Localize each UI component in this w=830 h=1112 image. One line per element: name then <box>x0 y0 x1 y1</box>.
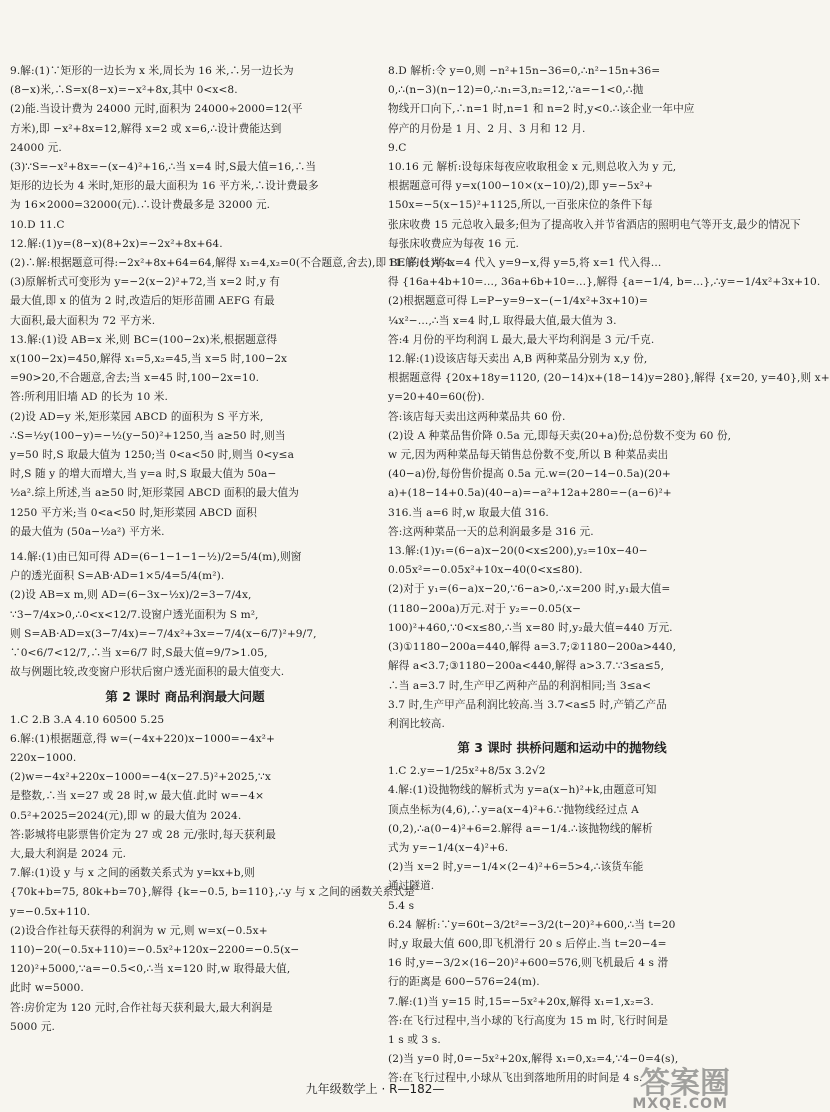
answer-line: 通过隧道. <box>388 880 435 893</box>
answer-line: 316.当 a=6 时,w 取最大值 316. <box>388 506 549 519</box>
answer-line: (2)设 AB=x m,则 AD=(6−3x−½x)/2=3−7/4x, <box>10 589 252 602</box>
answer-line: ∴当 a=3.7 时,生产甲乙两种产品的利润相同;当 3≤a< <box>388 679 652 692</box>
watermark-logo: 答案圈 <box>640 1066 730 1101</box>
answer-line: 答:影城将电影票售价定为 27 或 28 元/张时,每天获利最 <box>10 828 276 841</box>
answer-line: y=20+40=60(份). <box>388 391 485 404</box>
answer-line: 10.D 11.C <box>10 218 65 231</box>
answer-line: 5000 元. <box>10 1020 55 1033</box>
answer-line: 答:4 月份的平均利润 L 最大,最大平均利润是 3 元/千克. <box>388 333 655 346</box>
answer-line: (3)原解析式可变形为 y=−2(x−2)²+72,当 x=2 时,y 有 <box>10 276 280 289</box>
answer-line: 12.解:(1)y=(8−x)(8+2x)=−2x²+8x+64. <box>10 237 223 250</box>
watermark-url: MXQE.COM <box>632 1096 728 1112</box>
answer-line: 16 时,y=−3/2×(16−20)²+600=576,则飞机最后 4 s 滑 <box>388 957 669 970</box>
answer-line: 答:该店每天卖出这两种菜品共 60 份. <box>388 410 566 423</box>
answer-line: 1250 平方米;当 0<a<50 时,矩形菜园 ABCD 面积 <box>10 506 257 519</box>
answer-line: w 元,因为两种菜品每天销售总份数不变,所以 B 种菜品卖出 <box>388 449 669 462</box>
right-column <box>388 62 830 1089</box>
answer-line: 方米),即 −x²+8x=12,解得 x=2 或 x=6,∴设计费能达到 <box>10 122 282 135</box>
answer-line: 13.解:(1)y₁=(6−a)x−20(0<x≤200),y₂=10x−40− <box>388 545 648 558</box>
answer-line: 式为 y=−1/4(x−4)²+6. <box>388 841 509 854</box>
answer-line: 5.4 s <box>388 899 415 912</box>
answer-line: (2)设合作社每天获得的利润为 w 元,则 w=x(−0.5x+ <box>10 924 268 937</box>
answer-line: 大面积,最大面积为 72 平方米. <box>10 314 156 327</box>
answer-line: 每张床收费应为每夜 16 元. <box>388 237 520 250</box>
answer-line: y=−0.5x+110. <box>10 905 91 918</box>
answer-line: 最大值,即 x 的值为 2 时,改造后的矩形苗圃 AEFG 有最 <box>10 295 275 308</box>
answer-line: 是整数,∴当 x=27 或 28 时,w 最大值.此时 w=−4× <box>10 790 265 803</box>
right-answers-part1 <box>388 62 830 734</box>
section-title-lesson-2: 第 2 课时 商品利润最大问题 <box>105 688 265 704</box>
answer-line: 110)−20(−0.5x+110)=−0.5x²+120x−2200=−0.5(x− <box>10 943 300 956</box>
answer-line: 大,最大利润是 2024 元. <box>10 847 127 860</box>
answer-line: 6.24 解析:∵y=60t−3/2t²=−3/2(t−20)²+600,∴当 t=20 <box>388 918 676 931</box>
answer-line: 100)²+460,∵0<x≤80,∴当 x=80 时,y₂最大值=440 万元. <box>388 621 673 634</box>
answer-line: (2)设 A 种菜品售价降 0.5a 元,即每天卖(20+a)份;总份数不变为 60 份, <box>388 429 732 442</box>
answer-line: 停产的月份是 1 月、2 月、3 月和 12 月. <box>388 122 586 135</box>
answer-line: 3.7 时,生产甲产品利润比较高.当 3.7<a≤5 时,产销乙产品 <box>388 698 667 711</box>
answer-line: (2)根据题意可得 L=P−y=9−x−(−1/4x²+3x+10)= <box>388 295 648 308</box>
answer-line: (2)对于 y₁=(6−a)x−20,∵6−a>0,∴x=200 时,y₁最大值= <box>388 583 671 596</box>
answer-line: =90>20,不合题意,舍去;当 x=45 时,100−2x=10. <box>10 372 260 385</box>
answer-line: ∵3−7/4x>0,∴0<x<12/7.设窗户透光面积为 S m², <box>10 608 259 621</box>
answer-line: 7.解:(1)设 y 与 x 之间的函数关系式为 y=kx+b,则 <box>10 867 255 880</box>
page-footer: 九年级数学上 · R—182— <box>305 1082 445 1096</box>
answer-line: (2)设 AD=y 米,矩形菜园 ABCD 的面积为 S 平方米, <box>10 410 264 423</box>
answer-line: 120)²+5000,∵a=−0.5<0,∴当 x=120 时,w 取得最大值, <box>10 963 291 976</box>
answer-line: (2)能.当设计费为 24000 元时,面积为 24000÷2000=12(平 <box>10 103 303 116</box>
answer-line: (2)当 x=2 时,y=−1/4×(2−4)²+6=5>4,∴该货车能 <box>388 861 644 874</box>
answer-line: (0,2),∴a(0−4)²+6=2.解得 a=−1/4.∴该抛物线的解析 <box>388 822 653 835</box>
answer-line: (40−a)份,每份售价提高 0.5a 元.w=(20−14−0.5a)(20+ <box>388 468 671 481</box>
answer-line: 答:房价定为 120 元时,合作社每天获利最大,最大利润是 <box>10 1001 273 1014</box>
answer-line: 150x=−5(x−15)²+1125,所以,一百张床位的条件下每 <box>388 199 653 212</box>
answer-line: (3)∵S=−x²+8x=−(x−4)²+16,∴当 x=4 时,S最大值=16,∴当 <box>10 161 317 174</box>
answer-line: 1.C 2.B 3.A 4.10 60500 5.25 <box>10 713 165 726</box>
answer-line: (1180−200a)万元.对于 y₂=−0.05(x− <box>388 602 582 615</box>
answer-line: 矩形的边长为 4 米时,矩形的最大面积为 16 平方米,∴设计费最多 <box>10 180 319 193</box>
answer-line: 解得 a<3.7;③1180−200a<440,解得 a>3.7.∵3≤a≤5, <box>388 660 665 673</box>
answer-line: 根据题意得 {20x+18y=1120, (20−14)x+(18−14)y=280},解得 {x=20, y=40},则 x+ <box>388 372 830 385</box>
answer-line: 为 16×2000=32000(元).∴设计费最多是 32000 元. <box>10 199 271 212</box>
answer-line: 答:在飞行过程中,小球从飞出到落地所用的时间是 4 s. <box>388 1072 643 1085</box>
answer-line: ½a².综上所述,当 a≥50 时,矩形菜园 ABCD 面积的最大值为 <box>10 487 299 500</box>
answer-line: y=50 时,S 取最大值为 1250;当 0<a<50 时,则当 0<y≤a <box>10 449 294 462</box>
answer-line: 得 {16a+4b+10=…, 36a+6b+10=…},解得 {a=−1/4, b=…},∴y=−1/4x²+3x+10. <box>388 276 821 289</box>
answer-line: ∴S=½y(100−y)=−½(y−50)²+1250,当 a≥50 时,则当 <box>10 429 286 442</box>
answer-line: 答:所利用旧墙 AD 的长为 10 米. <box>10 391 168 404</box>
answer-line: {70k+b=75, 80k+b=70},解得 {k=−0.5, b=110},∴y 与 x 之间的函数关系式是 <box>10 886 415 899</box>
answer-line: 物线开口向下,∴n=1 时,n=1 和 n=2 时,y<0.∴该企业一年中应 <box>388 103 695 116</box>
answer-line: 8.D 解析:令 y=0,则 −n²+15n−36=0,∴n²−15n+36= <box>388 65 661 77</box>
answer-line: (8−x)米,∴S=x(8−x)=−x²+8x,其中 0<x<8. <box>10 84 238 97</box>
answer-line: 9.解:(1)∵矩形的一边长为 x 米,周长为 16 米,∴另一边长为 <box>10 65 294 77</box>
answer-line: ∵0<6/7<12/7,∴当 x=6/7 时,S最大值=9/7>1.05, <box>10 647 268 660</box>
answer-line: x(100−2x)=450,解得 x₁=5,x₂=45,当 x=5 时,100−2x <box>10 353 288 366</box>
answer-line: 的最大值为 (50a−½a²) 平方米. <box>10 525 165 538</box>
answer-line: 答:这两种菜品一天的总利润最多是 316 元. <box>388 525 594 538</box>
answer-line: 张床收费 15 元总收入最多;但为了提高收入并节省酒店的照明电气等开支,最少的情况下 <box>388 218 801 231</box>
answer-line: 顶点坐标为(4,6),∴y=a(x−4)²+6.∵抛物线经过点 A <box>388 803 639 816</box>
answer-line: 7.解:(1)当 y=15 时,15=−5x²+20x,解得 x₁=1,x₂=3. <box>388 995 654 1008</box>
answer-line: ¼x²−…,∴当 x=4 时,L 取得最大值,最大值为 3. <box>388 314 617 327</box>
answer-line: (2)当 y=0 时,0=−5x²+20x,解得 x₁=0,x₂=4,∵4−0=4(s), <box>388 1053 679 1066</box>
answer-line: 220x−1000. <box>10 751 77 764</box>
answer-line: (3)①1180−200a=440,解得 a=3.7;②1180−200a>440, <box>388 641 677 654</box>
answer-line: 4.解:(1)设抛物线的解析式为 y=a(x−h)²+k,由题意可知 <box>388 784 657 797</box>
answer-line: 9.C <box>388 141 407 154</box>
answer-line: 根据题意可得 y=x(100−10×(x−10)/2),即 y=−5x²+ <box>388 180 653 193</box>
answer-line: 时,y 取最大值 600,即飞机滑行 20 s 后停止.当 t=20−4= <box>388 937 667 950</box>
answer-line: 此时 w=5000. <box>10 982 84 995</box>
answer-line: 故与例题比较,改变窗户形状后窗户透光面积的最大值变大. <box>10 666 285 679</box>
answer-line: 则 S=AB·AD=x(3−7/4x)=−7/4x²+3x=−7/4(x−6/7)²+9/7, <box>10 627 317 640</box>
section-title-lesson-3: 第 3 课时 拱桥问题和运动中的抛物线 <box>457 740 667 756</box>
answer-line: 13.解:(1)设 AB=x 米,则 BC=(100−2x)米,根据题意得 <box>10 333 278 346</box>
answer-line: 答:在飞行过程中,当小球的飞行高度为 15 m 时,飞行时间是 <box>388 1014 669 1027</box>
answer-line: 24000 元. <box>10 141 62 154</box>
answer-line: 10.16 元 解析:设每床每夜应收取租金 x 元,则总收入为 y 元, <box>388 161 677 174</box>
answer-line: 0.5²+2025=2024(元),即 w 的最大值为 2024. <box>10 809 242 822</box>
right-answers-part2 <box>388 762 736 1088</box>
answer-line: (2)∴解:根据题意可得:−2x²+8x+64=64,解得 x₁=4,x₂=0(不合题意,舍去),即 BE 的长为 4. <box>10 257 455 270</box>
answer-line: 12.解:(1)设该店每天卖出 A,B 两种菜品分别为 x,y 份, <box>388 353 648 366</box>
answer-line: 时,S 随 y 的增大而增大,当 y=a 时,S 取最大值为 50a− <box>10 468 277 481</box>
answer-line: 1.C 2.y=−1/25x²+8/5x 3.2√2 <box>388 765 546 778</box>
answer-line: 利润比较高. <box>388 717 445 730</box>
answer-line: 户的透光面积 S=AB·AD=1×5/4=5/4(m²). <box>10 570 225 583</box>
answer-line: 14.解:(1)由已知可得 AD=(6−1−1−1−½)/2=5/4(m),则窗 <box>10 551 302 564</box>
answer-line: 行的距离是 600−576=24(m). <box>388 976 540 989</box>
answer-line: (2)w=−4x²+220x−1000=−4(x−27.5)²+2025,∵x <box>10 771 271 784</box>
answer-line: 0.05x²=−0.05x²+10x−40(0<x≤80). <box>388 564 583 577</box>
answer-line: 6.解:(1)根据题意,得 w=(−4x+220)x−1000=−4x²+ <box>10 732 275 745</box>
answer-line: 1 s 或 3 s. <box>388 1033 441 1046</box>
answer-line: a)+(18−14+0.5a)(40−a)=−a²+12a+280=−(a−6)²+ <box>388 487 672 500</box>
answer-line: 11.解:(1)将 x=4 代入 y=9−x,得 y=5,将 x=1 代入得… <box>388 257 662 270</box>
answer-line: 0,∴(n−3)(n−12)=0,∴n₁=3,n₂=12,∵a=−1<0,∴抛 <box>388 84 644 97</box>
